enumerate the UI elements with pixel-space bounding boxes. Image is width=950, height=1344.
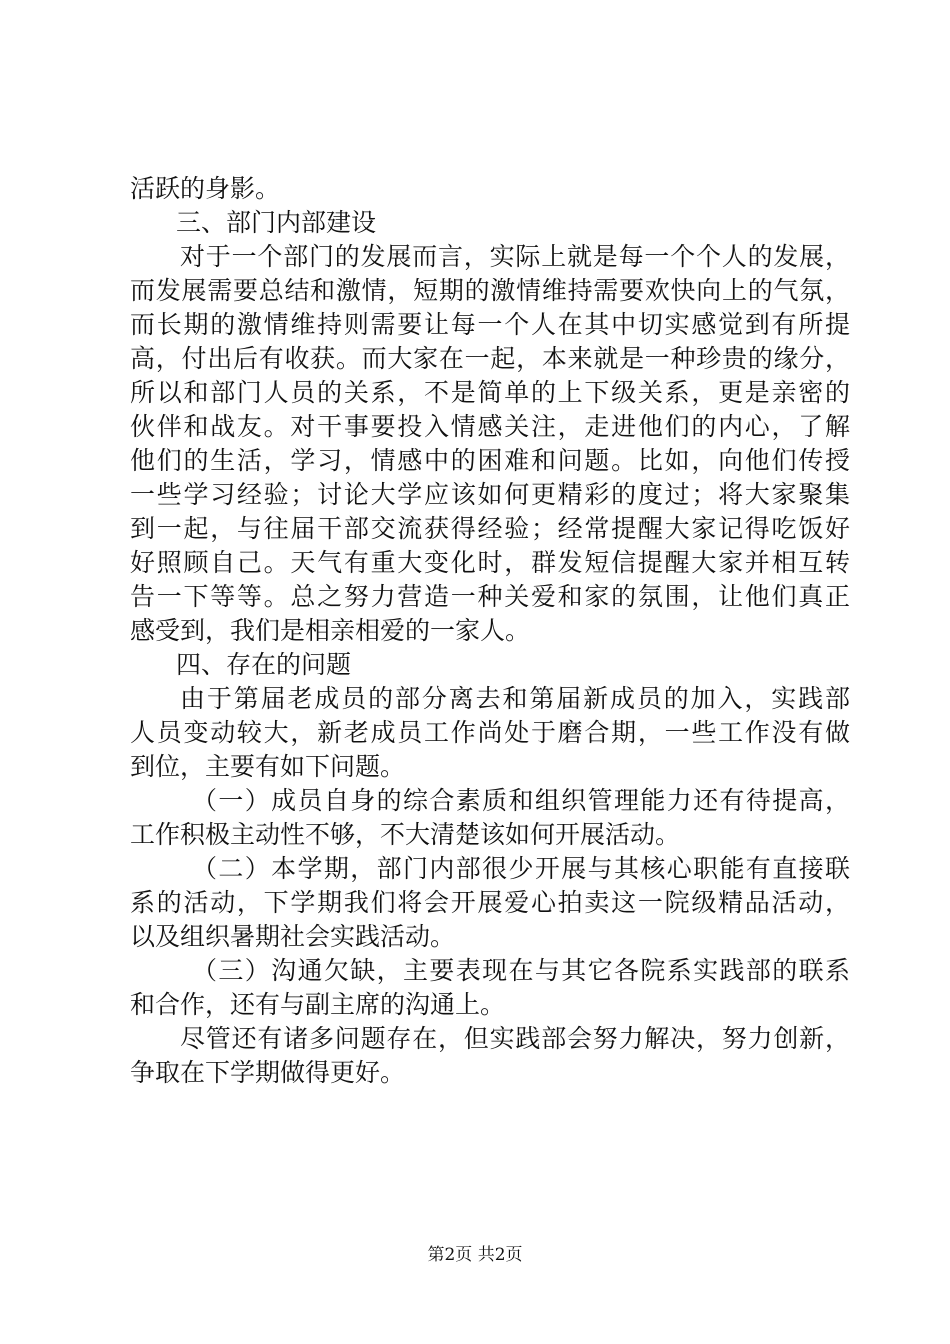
body-line: 告一下等等。总之努力营造一种关爱和家的氛围，让他们真正 [130, 582, 850, 611]
body-line: 高，付出后有收获。而大家在一起，本来就是一种珍贵的缘分， [130, 344, 850, 373]
body-line: 他们的生活，学习，情感中的困难和问题。比如，向他们传授 [130, 446, 850, 475]
body-line: 好照顾自己。天气有重大变化时，群发短信提醒大家并相互转 [130, 548, 850, 577]
body-line: 由于第届老成员的部分离去和第届新成员的加入，实践部 [180, 684, 850, 713]
body-line: 尽管还有诸多问题存在，但实践部会努力解决，努力创新， [180, 1024, 850, 1053]
body-line: 工作积极主动性不够，不大清楚该如何开展活动。 [130, 820, 681, 849]
body-line: 活跃的身影。 [130, 174, 281, 203]
page-footer: 第2页 共2页 [427, 1245, 523, 1265]
body-line: 所以和部门人员的关系，不是简单的上下级关系，更是亲密的 [130, 378, 850, 407]
body-line: 而长期的激情维持则需要让每一个人在其中切实感觉到有所提 [130, 310, 850, 339]
body-line: 争取在下学期做得更好。 [130, 1058, 406, 1087]
body-line: 一些学习经验；讨论大学应该如何更精彩的度过；将大家聚集 [130, 480, 850, 509]
body-line: 系的活动，下学期我们将会开展爱心拍卖这一院级精品活动， [130, 888, 850, 917]
section-heading: 三、部门内部建设 [176, 208, 377, 237]
list-item-line: （二）本学期，部门内部很少开展与其核心职能有直接联 [192, 854, 850, 883]
body-line: 对于一个部门的发展而言，实际上就是每一个个人的发展， [180, 242, 850, 271]
body-line: 人员变动较大，新老成员工作尚处于磨合期，一些工作没有做 [130, 718, 850, 747]
body-line: 伙伴和战友。对干事要投入情感关注，走进他们的内心，了解 [130, 412, 850, 441]
body-line: 而发展需要总结和激情，短期的激情维持需要欢快向上的气氛， [130, 276, 850, 305]
list-item-line: （三）沟通欠缺，主要表现在与其它各院系实践部的联系 [192, 956, 850, 985]
body-line: 感受到，我们是相亲相爱的一家人。 [130, 616, 531, 645]
list-item-line: （一）成员自身的综合素质和组织管理能力还有待提高， [192, 786, 850, 815]
body-line: 到一起，与往届干部交流获得经验；经常提醒大家记得吃饭好 [130, 514, 850, 543]
section-heading: 四、存在的问题 [176, 650, 352, 679]
body-line: 和合作，还有与副主席的沟通上。 [130, 990, 506, 1019]
body-line: 以及组织暑期社会实践活动。 [130, 922, 456, 951]
body-line: 到位，主要有如下问题。 [130, 752, 406, 781]
